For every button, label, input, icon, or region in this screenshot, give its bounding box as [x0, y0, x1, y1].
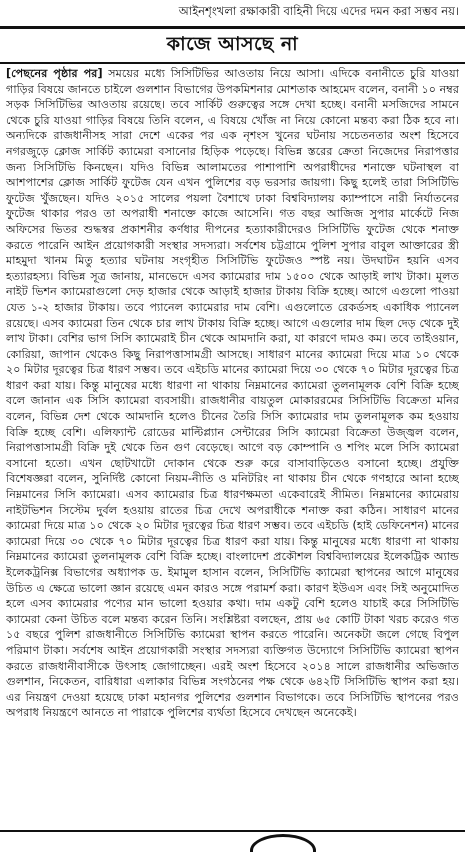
previous-article-fragment: আইনশৃংখলা রক্ষাকারী বাহিনী দিয়ে এদের দমন করা সম্ভব নয়।	[178, 4, 459, 18]
article-body	[6, 66, 459, 829]
footer-strip	[0, 830, 465, 852]
article-headline: কাজে আসছে না	[166, 33, 299, 55]
footer-logo-arc	[250, 834, 316, 852]
article-body-text: সময়ের মধ্যে সিসিটিভির আওতায় নিয়ে আসা। এদিকে বনানীতে চুরি যাওয়া গাড়ির বিষয়ে জানতে চাইলে গুলশান বিভাগের উপকমিশনার মোশতাক আহমেদ বলেন, বনানী ১০ নম্বর সড়ক সিসিটিভির আওতায় রয়েছে। তবে সার্কিট গুরুত্বের সঙ্গে দেখা হচ্ছে। বনানী মসজিদের সামনে থেকে চুরি যাওয়া গাড়ির বিষয়ে তিনি বলেন, এ বিষয়ে খোঁজ না নিয়ে কোনো মন্তব্য করা ঠিক হবে না। অন্যদিকে রাজধানীসহ সারা দেশে একের পর এক নৃশংস খুনের ঘটনায় সচেতনতার অংশ হিসেবে নগরজুড়ে ক্লোজ সার্কিট ক্যামেরা বসানোর হিড়িক পড়েছে। বিভিন্ন স্তরের ক্রেতা নিজেদের নিরাপত্তার জন্য সিসিটিভি কিনছেন। যদিও বিভিন্ন আলামতের পাশাপাশি অপরাধীদের শনাক্তে ঘটনাস্থল বা আশপাশের ক্লোজ সার্কিট ফুটেজ যেন এখন পুলিশের বড় ভরসার জায়গা। কিছু হলেই তারা সিসিটিভি ফুটেজ খুঁজছেন। যদিও ২০১৫ সালের পয়লা বৈশাখে ঢাকা বিশ্ববিদ্যালয় ক্যাম্পাসে নারী নির্যাতনের ফুটেজ থাকার পরও তা অপরাধী শনাক্তে কাজে আসেনি। গত বছর আজিজ সুপার মার্কেটে নিজ অফিসের ভিতর শুদ্ধস্বর প্রকাশনীর কর্ণধার দীপনের হত্যাকারীদেরও সিসিটিভি ফুটেজ থেকে শনাক্ত করতে পারেনি আইন প্রয়োগকারী সংস্থার সদস্যরা। সর্বশেষ চট্টগ্রামে পুলিশ সুপার বাবুল আক্তারের স্ত্রী মাহমুদা খানম মিতু হত্যার ঘটনায় সংগৃহীত সিসিটিভি ফুটেজও স্পষ্ট নয়। উদঘাটন হয়নি এসব হত্যারহস্য। বিভিন্ন সূত্র জানায়, মানভেদে এসব ক্যামেরার দাম ১৫০০ থেকে আড়াই লাখ টাকা। মূলত নাইট ভিশন ক্যামেরাগুলো দেড় হাজার থেকে আড়াই হাজার টাকায় বিক্রি হচ্ছে। আগে এগুলো পাওয়া যেত ১-২ হাজার টাকায়। তবে প্যানেল ক্যামেরার দাম বেশি। এগুলোতে রেকর্ডসহ একাধিক প্যানেল রয়েছে। এসব ক্যামেরা তিন থেকে চার লাখ টাকায় বিক্রি হচ্ছে। আগে এগুলোর দাম ছিল দেড় থেকে দুই লাখ টাকা। বেশির ভাগ সিসি ক্যামেরাই চীন থেকে আমদানি করা, যা কারণে দামও কম। তবে তাইওয়ান, কোরিয়া, জাপান থেকেও কিছু নিরাপত্তাসামগ্রী আসছে। সাধারণ মানের ক্যামেরা দিয়ে মাত্র ১০ থেকে ২০ মিটার দূরত্বের চিত্র ধারণ সম্ভব। তবে এইচডি মানের ক্যামেরা দিয়ে ৩০ থেকে ৭০ মিটার দূরত্বের চিত্র ধারণ করা যায়। কিন্তু মানুষের মধ্যে ধারণা না থাকায় নিম্নমানের ক্যামেরা তুলনামূলক বেশি বিক্রি হচ্ছে বলে জানান এক সিসি ক্যামেরা ব্যবসায়ী। রাজধানীর বায়তুল মোকাররমের সিসিটিভি বিক্রেতা মনির বলেন, বিভিন্ন দেশ থেকে আমদানি হলেও চীনের তৈরি সিসি ক্যামেরার দাম তুলনামূলক কম হওয়ায় বিক্রি হচ্ছে বেশি। এলিফ্যান্ট রোডের মাল্টিপ্ল্যান সেন্টারের সিসি ক্যামেরা বিক্রেতা উজ্জ্বল বলেন, নিরাপত্তাসামগ্রী বিক্রি দুই থেকে তিন গুণ বেড়েছে। আগে বড় কোম্পানি ও শপিং মলে সিসি ক্যামেরা বসানো হতো। এখন ছোটখাটো দোকান থেকে শুরু করে বাসাবাড়িতেও বসানো হচ্ছে। প্রযুক্তি বিশেষজ্ঞরা বলেন, সুনির্দিষ্ট কোনো নিয়ম-নীতি ও মনিটরিং না থাকায় চীন থেকে গণহারে আনা হচ্ছে নিম্নমানের সিসি ক্যামেরা। এসব ক্যামেরার চিত্র ধারণক্ষমতা একেবারেই সীমিত। নিম্নমানের ক্যামেরায় নাইটভিশন সিস্টেম দুর্বল হওয়ায় রাতের চিত্র দেখে অপরাধীকে শনাক্ত করা কঠিন। সাধারণ মানের ক্যামেরা দিয়ে মাত্র ১০ থেকে ২০ মিটার দূরত্বের চিত্র ধারণ সম্ভব। তবে এইচডি (হাই ডেফিনেশন) মানের ক্যামেরা দিয়ে ৩০ থেকে ৭০ মিটার দূরত্বের চিত্র ধারণ করা যায়। কিন্তু মানুষের মধ্যে ধারণা না থাকায় নিম্নমানের ক্যামেরা তুলনামূলক বেশি বিক্রি হচ্ছে। বাংলাদেশ প্রকৌশল বিশ্ববিদ্যালয়ের ইলেকট্রিক অ্যান্ড ইলেকট্রনিক্স বিভাগের অধ্যাপক ড. ইমামুল হাসান বলেন, সিসিটিভি ক্যামেরা স্থাপনের আগে মানুষের উচিত এ ক্ষেত্রে ভালো জ্ঞান রয়েছে এমন কারও সঙ্গে পরামর্শ করা। কারণ ইউএস এবং সিই অনুমোদিত হলে এসব ক্যামেরার পণ্যের মান ভালো হওয়ার কথা। দাম একটু বেশি হলেও যাচাই করে সিসিটিভি ক্যামেরা কেনা উচিত বলে মন্তব্য করেন তিনি। সংশ্লিষ্টরা বলছেন, প্রায় ৬৫ কোটি টাকা খরচ করেও গত ১৫ বছরে পুলিশ রাজধানীতে সিসিটিভি ক্যামেরা স্থাপন করতে পারেনি। অনেকটা জলে গেছে বিপুল পরিমাণ টাকা। সর্বশেষ আইন প্রয়োগকারী সংস্থার সদস্যরা ব্যক্তিগত উদ্যোগে সিসিটিভি ক্যামেরা স্থাপন করতে রাজধানীবাসীকে উৎসাহ জোগাচ্ছেন। এরই অংশ হিসেবে ২০১৪ সালে রাজধানীর অভিজাত গুলশান, নিকেতন, বারিধারা এলাকার বিভিন্ন সংগঠনের পক্ষ থেকে ৬৪২টি সিসিটিভি স্থাপন করা হয়। এর নিয়ন্ত্রণ দেওয়া হয়েছে ঢাকা মহানগর পুলিশের গুলশান বিভাগকে। তবে সিসিটিভি স্থাপনের পরও অপরাধ নিয়ন্ত্রণে আনতে না পারাকে পুলিশের ব্যর্থতা হিসেবে দেখছেন অনেকেই।	[6, 67, 459, 720]
top-divider	[0, 26, 465, 29]
headline-divider	[0, 62, 465, 64]
continued-from-label: [পেছনের পৃষ্ঠার পর]	[6, 67, 103, 80]
